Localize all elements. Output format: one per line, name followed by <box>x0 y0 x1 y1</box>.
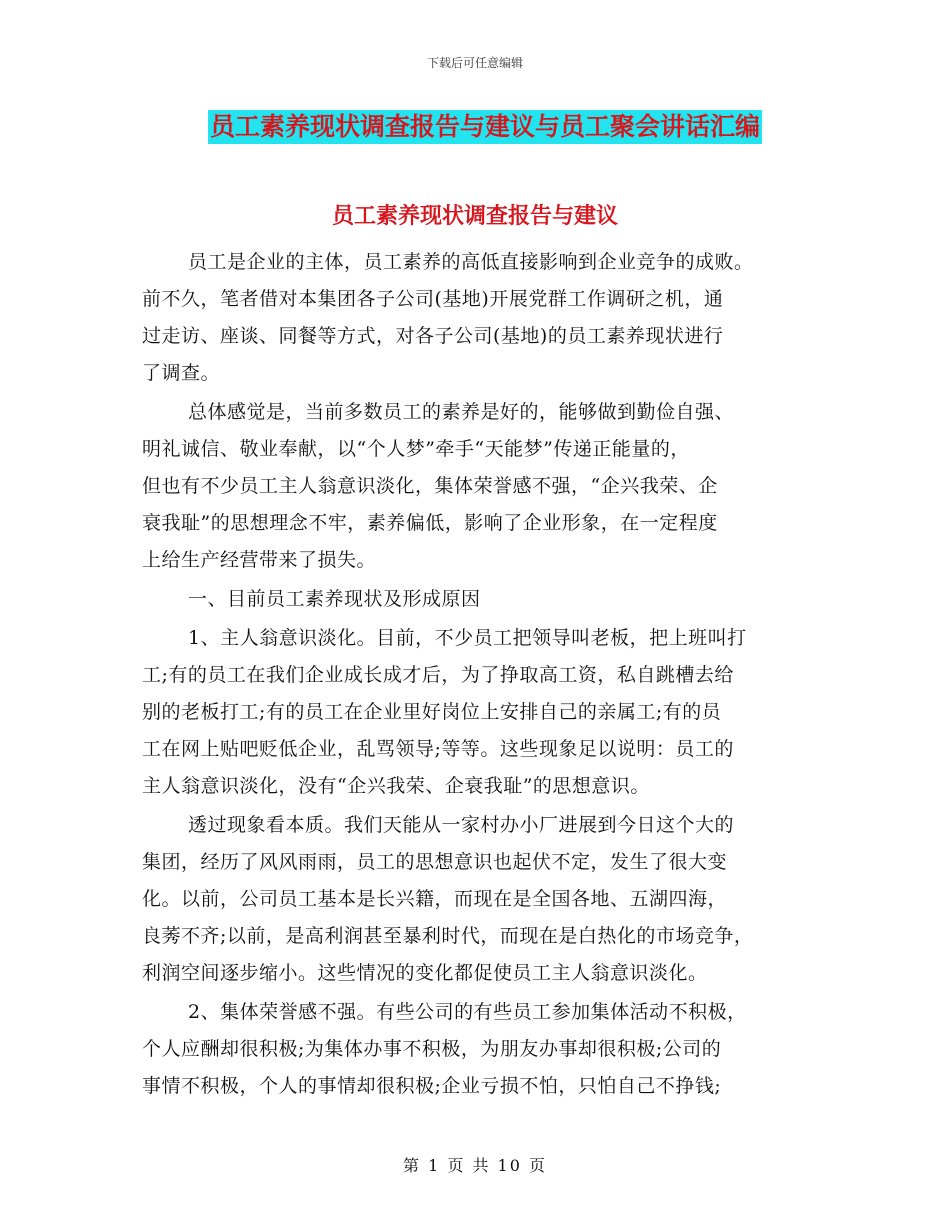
body-line: 集团，经历了风风雨雨，员工的思想意识也起伏不定，发生了很大变 <box>142 851 728 873</box>
body-line: 上给生产经营带来了损失。 <box>142 549 377 571</box>
body-line: 良莠不齐;以前，是高利润甚至暴利时代，而现在是白热化的市场竞争， <box>142 925 754 947</box>
body-line: 利润空间逐步缩小。这些情况的变化都促使员工主人翁意识淡化。 <box>142 962 708 984</box>
body-line: 1、主人翁意识淡化。目前，不少员工把领导叫老板，把上班叫打 <box>188 627 747 649</box>
main-title: 员工素养现状调查报告与建议与员工聚会讲话汇编 <box>208 110 762 144</box>
body-line: 个人应酬却很积极;为集体办事不积极，为朋友办事却很积极;公司的 <box>142 1038 722 1060</box>
body-line: 化。以前，公司员工基本是长兴籍，而现在是全国各地、五湖四海， <box>142 888 728 910</box>
body-line: 前不久，笔者借对本集团各子公司(基地)开展党群工作调研之机，通 <box>142 288 724 310</box>
body-line: 过走访、座谈、同餐等方式，对各子公司(基地)的员工素养现状进行 <box>142 325 724 347</box>
main-title-container <box>208 110 762 144</box>
body-line: 了调查。 <box>142 362 221 384</box>
body-line: 透过现象看本质。我们天能从一家村办小厂进展到今日这个大的 <box>188 814 735 836</box>
body-line: 但也有不少员工主人翁意识淡化，集体荣誉感不强，“企兴我荣、企 <box>142 475 718 497</box>
body-line: 事情不积极，个人的事情却很积极;企业亏损不怕，只怕自己不挣钱; <box>142 1075 722 1097</box>
section-title: 员工素养现状调查报告与建议 <box>331 204 618 229</box>
body-line: 总体感觉是，当前多数员工的素养是好的，能够做到勤俭自强、 <box>188 401 735 423</box>
page-number-footer: 第 1 页 共 10 页 <box>403 1156 547 1175</box>
body-line: 工在网上贴吧贬低企业，乱骂领导;等等。这些现象足以说明：员工的 <box>142 738 734 760</box>
body-line: 工;有的员工在我们企业成长成才后，为了挣取高工资，私自跳槽去给 <box>142 664 734 686</box>
body-line: 员工是企业的主体，员工素养的高低直接影响到企业竞争的成败。 <box>188 251 754 273</box>
header-note: 下载后可任意编辑 <box>426 56 523 70</box>
body-line: 主人翁意识淡化，没有“企兴我荣、企衰我耻”的思想意识。 <box>142 775 650 797</box>
body-line: 衰我耻”的思想理念不牢，素养偏低，影响了企业形象，在一定程度 <box>142 512 718 534</box>
body-line: 明礼诚信、敬业奉献，以“个人梦”牵手“天能梦”传递正能量的， <box>142 438 690 460</box>
body-line: 别的老板打工;有的员工在企业里好岗位上安排自己的亲属工;有的员 <box>142 701 722 723</box>
body-line: 一、目前员工素养现状及形成原因 <box>188 588 481 610</box>
body-line: 2、集体荣誉感不强。有些公司的有些员工参加集体活动不积极， <box>188 1001 747 1023</box>
